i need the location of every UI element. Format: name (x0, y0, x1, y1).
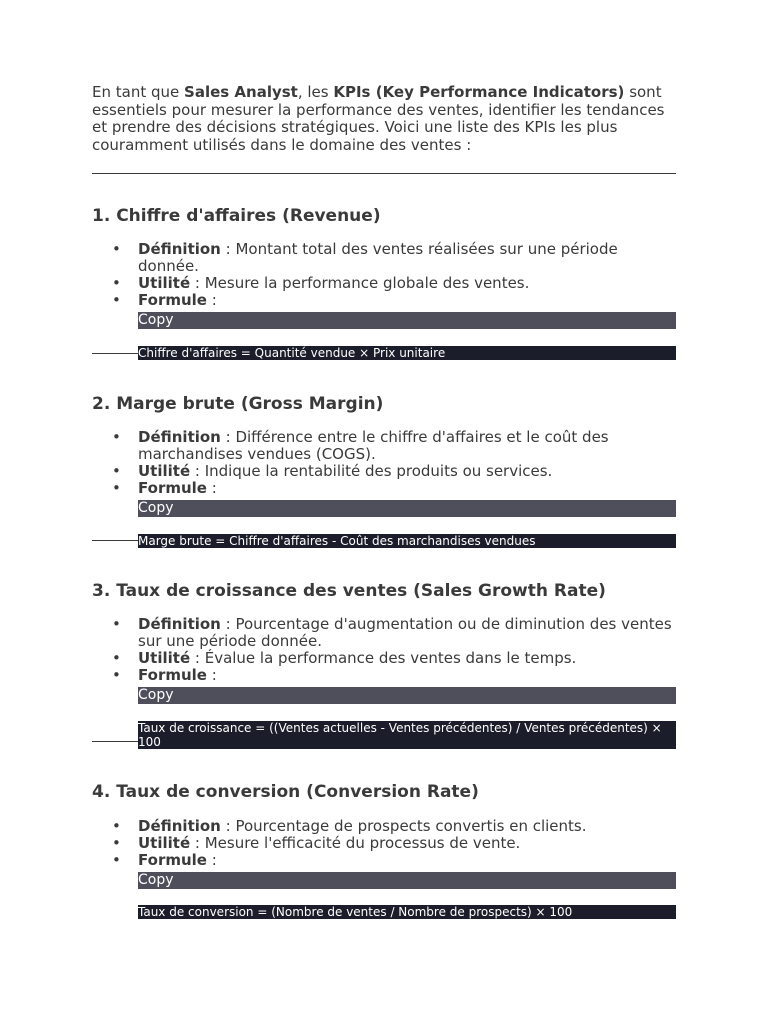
intro-text: sont essentiels pour mesurer la performance des ventes, identifier les tendances et prendre des décisions stratégiques. Voici une liste des KPIs les plus couramment utilisés dans le domaine des ventes : (92, 83, 665, 154)
kpi-section-conversion-rate (92, 782, 676, 919)
utilite-label: Utilité (138, 462, 191, 480)
list-item-utilite (92, 835, 676, 852)
formula-code-block: Taux de croissance = ((Ventes actuelles - Ventes précédentes) / Ventes précédentes) × 100 (138, 721, 676, 749)
definition-label: Définition (138, 615, 221, 633)
bullet-icon: • (112, 428, 121, 446)
bullet-icon: • (112, 666, 121, 684)
bullet-icon: • (112, 851, 121, 869)
bullet-icon: • (112, 817, 121, 835)
bullet-icon: • (112, 479, 121, 497)
list-item-utilite (92, 463, 676, 480)
definition-text: : Pourcentage de prospects convertis en clients. (220, 817, 587, 835)
definition-label: Définition (138, 817, 221, 835)
copy-button[interactable]: Copy (138, 500, 676, 517)
copy-button[interactable]: Copy (138, 687, 676, 704)
bullet-icon: • (112, 291, 121, 309)
section-heading: 1. Chiffre d'affaires (Revenue) (92, 206, 381, 226)
formule-label: Formule (138, 666, 207, 684)
intro-bold-role: Sales Analyst (184, 83, 298, 101)
horizontal-rule (92, 173, 676, 174)
kpi-details-list (92, 241, 676, 309)
section-end-line (92, 540, 138, 541)
bullet-icon: • (112, 615, 121, 633)
bullet-icon: • (112, 274, 121, 292)
utilite-text: : Évalue la performance des ventes dans le temps. (190, 649, 577, 667)
utilite-text: : Indique la rentabilité des produits ou services. (190, 462, 553, 480)
section-heading: 3. Taux de croissance des ventes (Sales Growth Rate) (92, 581, 606, 601)
formule-label: Formule (138, 479, 207, 497)
formula-code-block: Chiffre d'affaires = Quantité vendue × Prix unitaire (138, 346, 676, 360)
intro-text: En tant que (92, 83, 185, 101)
kpi-section-sales-growth (92, 581, 676, 749)
kpi-section-revenue (92, 206, 676, 360)
list-item-formule (92, 852, 676, 869)
formule-label: Formule (138, 851, 207, 869)
copy-button[interactable]: Copy (138, 872, 676, 889)
list-item-utilite (92, 275, 676, 292)
section-heading: 4. Taux de conversion (Conversion Rate) (92, 782, 479, 802)
list-item-formule (92, 667, 676, 684)
utilite-label: Utilité (138, 274, 191, 292)
definition-label: Définition (138, 428, 221, 446)
utilite-text: : Mesure la performance globale des ventes. (190, 274, 530, 292)
bullet-icon: • (112, 240, 121, 258)
definition-text: : Montant total des ventes réalisées sur une période donnée. (138, 240, 618, 275)
formule-separator: : (206, 291, 217, 309)
definition-text: : Différence entre le chiffre d'affaires et le coût des marchandises vendues (COGS). (138, 428, 609, 463)
intro-paragraph (92, 84, 676, 154)
intro-text: , les (297, 83, 334, 101)
bullet-icon: • (112, 834, 121, 852)
formula-code-block: Taux de conversion = (Nombre de ventes / Nombre de prospects) × 100 (138, 905, 676, 919)
list-item-definition (92, 818, 676, 835)
formule-separator: : (206, 851, 217, 869)
list-item-formule (92, 480, 676, 497)
formule-label: Formule (138, 291, 207, 309)
kpi-details-list (92, 429, 676, 497)
list-item-definition (92, 241, 676, 275)
intro-bold-kpis: KPIs (Key Performance Indicators) (333, 83, 625, 101)
definition-text: : Pourcentage d'augmentation ou de diminution des ventes sur une période donnée. (138, 615, 672, 650)
copy-button[interactable]: Copy (138, 312, 676, 329)
list-item-definition (92, 429, 676, 463)
formule-separator: : (206, 479, 217, 497)
bullet-icon: • (112, 649, 121, 667)
section-end-line (92, 741, 138, 742)
utilite-text: : Mesure l'efficacité du processus de vente. (190, 834, 521, 852)
list-item-utilite (92, 650, 676, 667)
bullet-icon: • (112, 462, 121, 480)
section-heading: 2. Marge brute (Gross Margin) (92, 394, 384, 414)
list-item-definition (92, 616, 676, 650)
utilite-label: Utilité (138, 649, 191, 667)
kpi-details-list (92, 616, 676, 684)
kpi-section-gross-margin (92, 394, 676, 548)
kpi-details-list (92, 818, 676, 869)
utilite-label: Utilité (138, 834, 191, 852)
document-page (92, 84, 676, 919)
section-end-line (92, 353, 138, 354)
formule-separator: : (206, 666, 217, 684)
definition-label: Définition (138, 240, 221, 258)
formula-code-block: Marge brute = Chiffre d'affaires - Coût des marchandises vendues (138, 534, 676, 548)
list-item-formule (92, 292, 676, 309)
